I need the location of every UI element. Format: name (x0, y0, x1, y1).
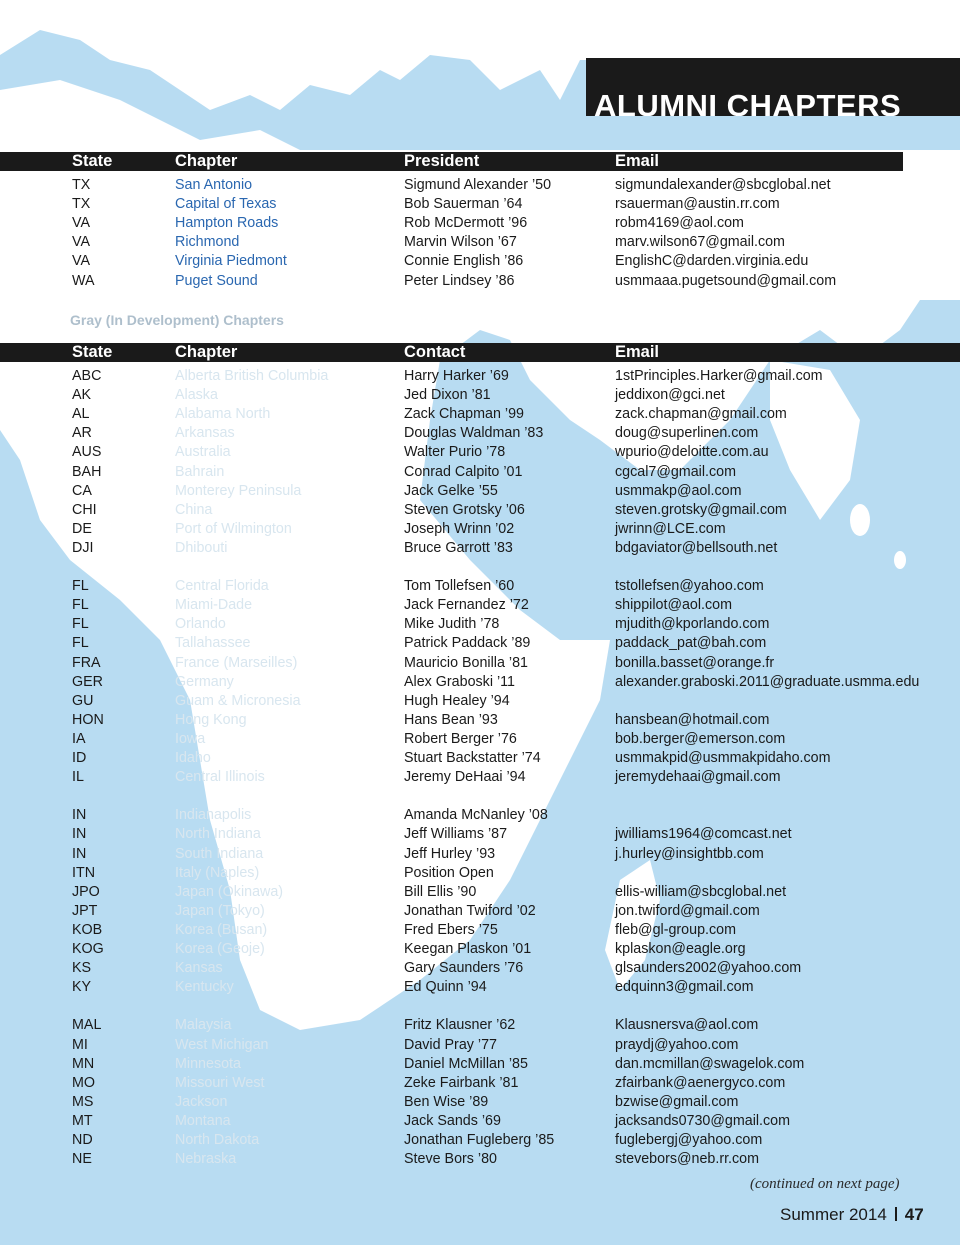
row-state: AR (72, 425, 92, 442)
row-contact: Bill Ellis ’90 (404, 883, 477, 900)
table-row (0, 176, 960, 195)
row-email[interactable]: bzwise@gmail.com (615, 1093, 739, 1110)
col-email: Email (615, 152, 660, 170)
row-state: AUS (72, 444, 102, 461)
row-state: VA (72, 253, 91, 270)
row-contact: Ben Wise ’89 (404, 1093, 489, 1110)
row-email[interactable]: bdgaviator@bellsouth.net (615, 539, 778, 556)
row-contact: Amanda McNanley ’08 (404, 807, 548, 824)
table-row (0, 405, 960, 424)
col-email: Email (615, 343, 660, 361)
table-row (0, 252, 960, 271)
row-email[interactable]: edquinn3@gmail.com (615, 979, 754, 996)
row-chapter: Iowa (175, 730, 206, 747)
row-chapter: Italy (Naples) (175, 864, 260, 881)
row-email[interactable]: marv.wilson67@gmail.com (615, 234, 785, 251)
row-state: GU (72, 692, 94, 709)
row-state: GER (72, 673, 103, 690)
row-state: ID (72, 750, 87, 766)
row-contact: Jeff Williams ’87 (404, 826, 508, 843)
row-state: CHI (72, 501, 97, 518)
row-chapter: Kansas (175, 960, 223, 977)
row-chapter: Alaska (175, 387, 218, 404)
table-row (0, 883, 960, 902)
row-contact: David Pray ’77 (404, 1036, 497, 1053)
row-email[interactable]: bonilla.basset@orange.fr (615, 654, 775, 671)
row-contact: Mike Judith ’78 (404, 616, 500, 633)
row-state: KS (72, 960, 92, 977)
table-row (0, 501, 960, 520)
row-email[interactable]: alexander.graboski.2011@graduate.usmma.edu (615, 673, 920, 690)
row-chapter: Germany (175, 673, 234, 690)
table-row (0, 577, 960, 596)
row-email[interactable]: sigmundalexander@sbcglobal.net (615, 177, 831, 193)
row-chapter: Bahrain (175, 463, 225, 480)
row-email[interactable]: jacksands0730@gmail.com (615, 1112, 791, 1129)
table-row (0, 845, 960, 864)
row-email[interactable]: doug@superlinen.com (615, 425, 759, 442)
row-state: VA (72, 234, 91, 251)
table-row (0, 959, 960, 978)
table-row (0, 520, 960, 539)
row-state: ITN (72, 864, 96, 881)
row-email[interactable]: cgcal7@gmail.com (615, 463, 736, 480)
row-contact: Connie English ’86 (404, 253, 524, 270)
row-contact: Joseph Wrinn ’02 (404, 520, 515, 537)
row-state: IL (72, 769, 84, 786)
table-row (0, 634, 960, 653)
row-state: MAL (72, 1017, 102, 1034)
row-chapter: Idaho (175, 750, 211, 766)
row-email[interactable]: zack.chapman@gmail.com (615, 406, 787, 423)
row-chapter: Missouri West (175, 1074, 265, 1091)
row-chapter: Hampton Roads (175, 215, 279, 232)
row-email[interactable]: rsauerman@austin.rr.com (615, 196, 780, 213)
table-row (0, 978, 960, 997)
col-president: President (404, 152, 480, 170)
table-row (0, 1093, 960, 1112)
table-row (0, 921, 960, 940)
row-state: TX (72, 177, 91, 193)
row-contact: Fred Ebers ’75 (404, 921, 498, 938)
row-state: JPT (72, 902, 98, 919)
row-contact: Position Open (404, 864, 494, 881)
row-contact: Conrad Calpito ’01 (404, 463, 523, 480)
table-row (0, 864, 960, 883)
row-email[interactable]: steven.grotsky@gmail.com (615, 501, 787, 518)
row-state: KY (72, 979, 92, 996)
row-contact: Hugh Healey ’94 (404, 692, 510, 709)
row-state: WA (72, 272, 95, 289)
col-state: State (72, 152, 113, 170)
row-contact: Bob Sauerman ’64 (404, 196, 523, 213)
table-row (0, 615, 960, 634)
row-contact: Alex Graboski ’11 (404, 673, 515, 690)
table-row (0, 482, 960, 501)
row-contact: Douglas Waldman ’83 (404, 425, 544, 442)
table-row (0, 195, 960, 214)
row-contact: Patrick Paddack ’89 (404, 635, 531, 652)
row-email[interactable]: EnglishC@darden.virginia.edu (615, 253, 809, 270)
row-chapter: Malaysia (175, 1017, 232, 1034)
row-chapter: Arkansas (175, 425, 235, 442)
row-chapter: Monterey Peninsula (175, 482, 302, 499)
page-number: 47 (904, 1205, 924, 1224)
row-contact: Sigmund Alexander ’50 (404, 177, 552, 193)
row-email[interactable]: robm4169@aol.com (615, 215, 744, 232)
row-state: BAH (72, 463, 102, 480)
table-row (0, 233, 960, 252)
row-state: HON (72, 711, 104, 728)
row-email[interactable]: bob.berger@emerson.com (615, 730, 786, 747)
table-row (0, 367, 960, 386)
table-row (0, 1112, 960, 1131)
row-email[interactable]: 1stPrinciples.Harker@gmail.com (615, 368, 823, 384)
row-chapter: Virginia Piedmont (175, 253, 287, 270)
row-chapter: Capital of Texas (175, 196, 277, 213)
row-state: DE (72, 520, 92, 537)
row-state: MT (72, 1112, 93, 1129)
issue-label: Summer 2014 (780, 1205, 887, 1224)
row-chapter: Jackson (175, 1093, 228, 1110)
continued-note: (continued on next page) (750, 1176, 900, 1192)
row-state: DJI (72, 539, 94, 556)
row-state: MO (72, 1074, 96, 1091)
row-email[interactable]: paddack_pat@bah.com (615, 635, 767, 652)
table-row (0, 806, 960, 825)
row-email[interactable]: wpurio@deloitte.com.au (615, 444, 769, 461)
row-chapter: Indianapolis (175, 807, 252, 824)
row-state: TX (72, 196, 91, 213)
row-chapter: Japan (Okinawa) (175, 883, 284, 900)
row-chapter: North Indiana (175, 826, 261, 843)
row-contact: Fritz Klausner ’62 (404, 1017, 516, 1034)
dev-section-title: Gray (In Development) Chapters (70, 312, 284, 328)
table-row (0, 711, 960, 730)
row-state: VA (72, 215, 91, 232)
row-contact: Gary Saunders ’76 (404, 960, 524, 977)
row-chapter: Australia (175, 444, 231, 461)
row-state: FL (72, 597, 89, 614)
row-contact: Stuart Backstatter ’74 (404, 750, 541, 766)
row-contact: Jack Fernandez ’72 (404, 597, 529, 614)
col-chapter: Chapter (175, 152, 238, 170)
row-email[interactable]: usmmakp@aol.com (615, 482, 742, 499)
row-email[interactable]: jwrinn@LCE.com (615, 520, 726, 537)
row-email[interactable]: Klausnersva@aol.com (615, 1017, 759, 1034)
col-chapter: Chapter (175, 343, 238, 361)
row-state: IN (72, 845, 87, 862)
row-contact: Jonathan Fugleberg ’85 (404, 1132, 555, 1148)
row-state: JPO (72, 883, 100, 900)
row-state: FRA (72, 654, 101, 671)
table-row (0, 692, 960, 711)
table-row (0, 1131, 960, 1150)
row-contact: Daniel McMillan ’85 (404, 1055, 528, 1072)
row-contact: Peter Lindsey ’86 (404, 272, 515, 289)
row-chapter: Japan (Tokyo) (175, 902, 265, 919)
active-table-header (0, 152, 903, 171)
row-email[interactable]: jeddixon@gci.net (615, 387, 725, 404)
row-chapter: Tallahassee (175, 635, 251, 652)
row-email[interactable]: hansbean@hotmail.com (615, 711, 770, 728)
row-state: FL (72, 616, 89, 633)
table-row (0, 1074, 960, 1093)
row-chapter: Dhibouti (175, 539, 228, 556)
row-chapter: Richmond (175, 234, 240, 251)
row-contact: Jack Gelke ’55 (404, 482, 498, 499)
row-email[interactable]: fleb@gl-group.com (615, 921, 736, 938)
row-contact: Tom Tollefsen ’60 (404, 578, 515, 595)
row-state: KOB (72, 921, 103, 938)
row-chapter: South Indiana (175, 845, 264, 862)
row-email[interactable]: praydj@yahoo.com (615, 1036, 739, 1053)
row-state: MN (72, 1055, 95, 1072)
row-contact: Marvin Wilson ’67 (404, 234, 517, 251)
row-contact: Robert Berger ’76 (404, 730, 517, 747)
col-state: State (72, 343, 113, 361)
row-contact: Mauricio Bonilla ’81 (404, 654, 528, 671)
table-row (0, 1055, 960, 1074)
row-email[interactable]: jwilliams1964@comcast.net (615, 826, 792, 843)
row-email[interactable]: usmmakpid@usmmakpidaho.com (615, 750, 831, 766)
table-row (0, 673, 960, 692)
table-row (0, 730, 960, 749)
row-contact: Rob McDermott ’96 (404, 215, 528, 232)
table-row (0, 749, 960, 768)
table-row (0, 825, 960, 844)
row-email[interactable]: tstollefsen@yahoo.com (615, 578, 764, 595)
row-contact: Steve Bors ’80 (404, 1151, 497, 1168)
page-title: ALUMNI CHAPTERS (594, 88, 902, 116)
row-email[interactable]: jeremydehaai@gmail.com (615, 769, 781, 786)
row-state: FL (72, 635, 89, 652)
footer-divider (895, 1207, 897, 1221)
row-state: IN (72, 807, 87, 824)
row-chapter: France (Marseilles) (175, 654, 298, 671)
row-email[interactable]: glsaunders2002@yahoo.com (615, 960, 802, 977)
table-row (0, 424, 960, 443)
table-row (0, 654, 960, 673)
row-email[interactable]: shippilot@aol.com (615, 597, 733, 614)
row-contact: Jonathan Twiford ’02 (404, 902, 536, 919)
row-state: KOG (72, 941, 104, 957)
row-state: IA (72, 730, 86, 747)
row-email[interactable]: zfairbank@aenergyco.com (615, 1074, 786, 1091)
row-email[interactable]: stevebors@neb.rr.com (615, 1151, 760, 1168)
row-state: CA (72, 482, 92, 499)
row-chapter: China (175, 501, 213, 518)
row-email[interactable]: mjudith@kporlando.com (615, 616, 770, 633)
row-chapter: Hong Kong (175, 711, 247, 728)
row-chapter: Korea (Geoje) (175, 941, 265, 957)
row-contact: Harry Harker ’69 (404, 368, 509, 384)
row-chapter: Port of Wilmington (175, 520, 292, 537)
row-chapter: Alberta British Columbia (175, 368, 329, 384)
row-chapter: Central Florida (175, 578, 269, 595)
row-contact: Jack Sands ’69 (404, 1112, 501, 1129)
table-row (0, 1036, 960, 1055)
row-state: MI (72, 1036, 88, 1053)
row-chapter: Minnesota (175, 1055, 241, 1072)
row-contact: Zeke Fairbank ’81 (404, 1074, 519, 1091)
row-contact: Bruce Garrott ’83 (404, 539, 513, 556)
row-contact: Ed Quinn ’94 (404, 979, 487, 996)
row-state: MS (72, 1093, 94, 1110)
row-chapter: Miami-Dade (175, 597, 253, 614)
row-contact: Jed Dixon ’81 (404, 387, 491, 404)
table-row (0, 539, 960, 558)
table-row (0, 940, 960, 959)
row-contact: Hans Bean ’93 (404, 711, 498, 728)
row-contact: Walter Purio ’78 (404, 444, 506, 461)
table-row (0, 443, 960, 462)
row-chapter: Montana (175, 1112, 231, 1129)
row-email[interactable]: dan.mcmillan@swagelok.com (615, 1055, 805, 1072)
table-row (0, 1016, 960, 1035)
row-email[interactable]: ellis-william@sbcglobal.net (615, 883, 787, 900)
table-row (0, 768, 960, 787)
col-contact: Contact (404, 343, 466, 361)
row-state: FL (72, 578, 89, 595)
row-email[interactable]: usmmaaa.pugetsound@gmail.com (615, 272, 837, 289)
row-chapter: Alabama North (175, 406, 271, 423)
row-email[interactable]: fuglebergj@yahoo.com (615, 1132, 763, 1148)
row-chapter: San Antonio (175, 177, 253, 193)
table-row (0, 463, 960, 482)
row-contact: Steven Grotsky ’06 (404, 501, 525, 518)
row-chapter: Kentucky (175, 979, 234, 996)
row-contact: Jeremy DeHaai ’94 (404, 769, 526, 786)
row-contact: Zack Chapman ’99 (404, 406, 524, 423)
row-chapter: Central Illinois (175, 769, 265, 786)
row-email[interactable]: jon.twiford@gmail.com (615, 902, 760, 919)
row-state: AL (72, 406, 90, 423)
table-row (0, 596, 960, 615)
row-chapter: North Dakota (175, 1132, 260, 1148)
row-chapter: Orlando (175, 616, 226, 633)
row-chapter: Puget Sound (175, 272, 258, 289)
dev-table-header (0, 343, 960, 362)
row-chapter: Guam & Micronesia (175, 692, 301, 709)
row-email[interactable]: kplaskon@eagle.org (615, 941, 746, 957)
table-row (0, 1150, 960, 1169)
page-title-bar (586, 58, 960, 116)
row-chapter: Nebraska (175, 1151, 237, 1168)
row-state: NE (72, 1151, 92, 1168)
table-row (0, 902, 960, 921)
table-row (0, 386, 960, 405)
row-state: ND (72, 1132, 93, 1148)
row-email[interactable]: j.hurley@insightbb.com (615, 845, 764, 862)
row-chapter: West Michigan (175, 1036, 269, 1053)
table-row (0, 214, 960, 233)
row-contact: Keegan Plaskon ’01 (404, 941, 532, 957)
row-state: AK (72, 387, 92, 404)
row-state: ABC (72, 368, 102, 384)
page-footer (780, 1205, 924, 1225)
row-chapter: Korea (Busan) (175, 921, 268, 938)
row-contact: Jeff Hurley ’93 (404, 845, 496, 862)
row-state: IN (72, 826, 87, 843)
table-row (0, 272, 960, 291)
